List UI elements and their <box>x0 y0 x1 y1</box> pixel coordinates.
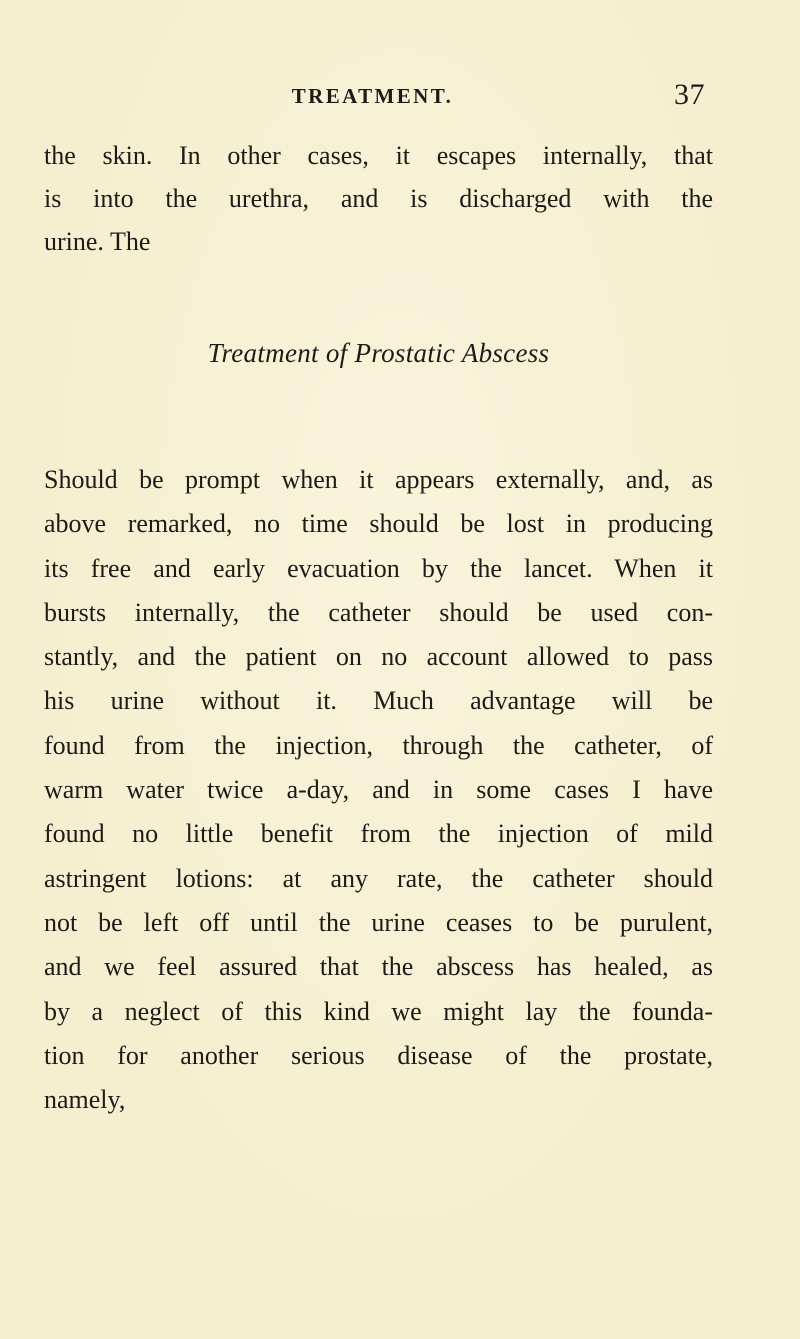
text-line: warm water twice a-day, and in some cases I have <box>44 775 713 805</box>
text-line: found from the injection, through the catheter, of <box>44 730 713 760</box>
paragraph-continued <box>44 134 713 263</box>
text-line: tion for another serious disease of the prostate, <box>44 1040 713 1070</box>
running-head <box>40 78 705 118</box>
text-line: by a neglect of this kind we might lay the founda- <box>44 996 713 1026</box>
text-line: the skin. In other cases, it escapes internally, that <box>44 141 713 170</box>
text-line: is into the urethra, and is discharged with the <box>44 184 713 213</box>
text-line: stantly, and the patient on no account allowed to pass <box>44 642 713 672</box>
text-line: not be left off until the urine ceases to be purulent, <box>44 907 713 937</box>
text-line: namely, <box>44 1085 126 1115</box>
page-number: 37 <box>674 78 705 111</box>
running-head-title: TREATMENT. <box>291 84 454 108</box>
section-heading: Treatment of Prostatic Abscess <box>207 338 550 368</box>
text-line: found no little benefit from the injection of mild <box>44 819 713 849</box>
text-line: his urine without it. Much advantage will be <box>44 686 713 716</box>
text-line: its free and early evacuation by the lancet. When it <box>44 553 713 583</box>
text-line: urine. The <box>44 227 151 256</box>
text-line: Should be prompt when it appears externally, and, as <box>44 465 713 494</box>
text-line: astringent lotions: at any rate, the catheter should <box>44 863 713 893</box>
text-line: bursts internally, the catheter should be used con- <box>44 597 713 627</box>
text-line: and we feel assured that the abscess has healed, as <box>44 952 713 982</box>
text-line: above remarked, no time should be lost in producing <box>44 509 713 539</box>
paragraph-treatment <box>44 458 713 1122</box>
